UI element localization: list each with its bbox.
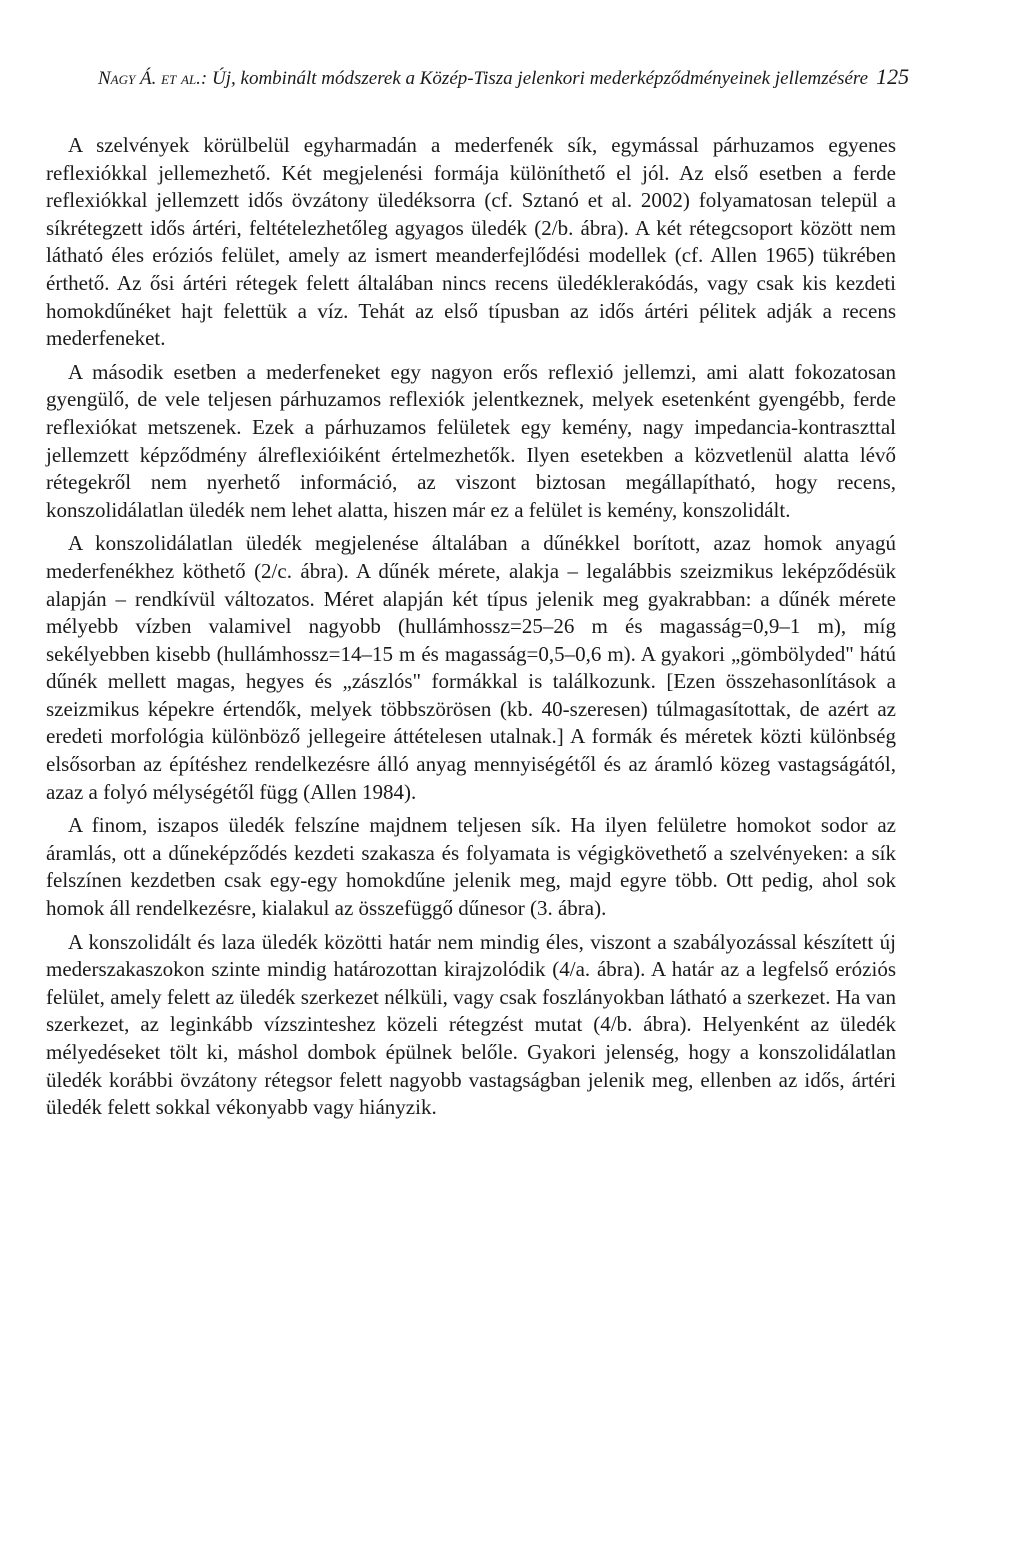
header-author: Nagy Á. et al.: — [98, 68, 208, 89]
header-title: Új, kombinált módszerek a Közép-Tisza jelenkori mederképződményeinek jellemzésére — [212, 68, 869, 89]
paragraph-5: A konszolidált és laza üledék közötti határ nem mindig éles, viszont a szabályozással készített új mederszakaszokon szinte mindig határozottan kirajzolódik (4/a. ábra). A határ az a legfelső eróziós felület, amely felett az üledék szerkezet nélküli, vagy csak foszlányokban látható a szerkezet. Ha van szerkezet, az leginkább vízszinteshez közeli rétegzést mutat (4/b. ábra). Helyenként az üledék mélyedéseket tölt ki, máshol dombok épülnek belőle. Gyakori jelenség, hogy a konszolidálatlan üledék korábbi övzátony rétegsor felett nagyobb vastagságban jelenik meg, ellenben az idős, ártéri üledék felett sokkal vékonyabb vagy hiányzik. — [46, 929, 896, 1120]
running-header — [46, 64, 910, 90]
paragraph-2: A második esetben a mederfeneket egy nagyon erős reflexió jellemzi, ami alatt fokozatosan gyengülő, de vele teljesen párhuzamos reflexiók jelentkeznek, melyek esetenként gyengébb, ferde reflexiókat metszenek. Ezek a párhuzamos felületek egy kemény, nagy impedancia-kontraszttal jellemzett képződmény álreflexióiként értelmezhetők. Ilyen esetekben a közvetlenül alatta lévő rétegekről nem nyerhető információ, az viszont biztosan megállapítható, hogy recens, konszolidálatlan üledék nem lehet alatta, hiszen már ez a felület is kemény, konszolidált. — [46, 359, 896, 522]
page-number: 125 — [876, 64, 910, 89]
body-text — [46, 132, 896, 1122]
paragraph-3: A konszolidálatlan üledék megjelenése általában a dűnékkel borított, azaz homok anyagú mederfenékhez köthető (2/c. ábra). A dűnék mérete, alakja – legalábbis szeizmikus leképződésük alapján – rendkívül változatos. Méret alapján két típus jelenik meg gyakrabban: a dűnék mérete mélyebb vízben valamivel nagyobb (hullámhossz=25–26 m és magasság=0,9–1 m), míg sekélyebben kisebb (hullámhossz=14–15 m és magasság=0,5–0,6 m). A gyakori „gömbölyded" hátú dűnék mellett magas, hegyes és „zászlós" formákkal is találkozunk. [Ezen összehasonlítások a szeizmikus képekre értendők, melyek többszörösen (kb. 40-szeresen) túlmagasítottak, de azért az eredeti morfológia különböző jellegeire áttételesen utalnak.] A formák és méretek közti különbség elsősorban az építéshez rendelkezésre álló anyag mennyiségétől és az áramló közeg vastagságától, azaz a folyó mélységétől függ (Allen 1984). — [46, 531, 896, 804]
document-page — [46, 64, 910, 1128]
running-title — [98, 68, 868, 90]
paragraph-4: A finom, iszapos üledék felszíne majdnem teljesen sík. Ha ilyen felületre homokot sodor az áramlás, ott a dűneképződés kezdeti szakasza és folyamata is végigkövethető a szelvényeken: a sík felszínen kezdetben csak egy-egy homokdűne jelenik meg, majd egyre több. Ott pedig, ahol sok homok áll rendelkezésre, kialakul az összefüggő dűnesor (3. ábra). — [46, 813, 896, 921]
paragraph-1: A szelvények körülbelül egyharmadán a mederfenék sík, egymással párhuzamos egyenes reflexiókkal jellemezhető. Két megjelenési formája különíthető el jól. Az első esetben a ferde reflexiókkal jellemzett idős övzátony üledéksorra (cf. Sztanó et al. 2002) folyamatosan települ a síkrétegzett idős ártéri, feltételezhetőleg agyagos üledék (2/b. ábra). A két rétegcsoport között nem látható éles eróziós felület, amely az ismert meanderfejlődési modellek (cf. Allen 1965) tükrében érthető. Az ősi ártéri rétegek felett általában nincs recens üledéklerakódás, vagy csak kis kezdeti homokdűnéket hajt felettük a víz. Tehát az első típusban az idős ártéri pélitek adják a recens mederfeneket. — [46, 133, 896, 351]
